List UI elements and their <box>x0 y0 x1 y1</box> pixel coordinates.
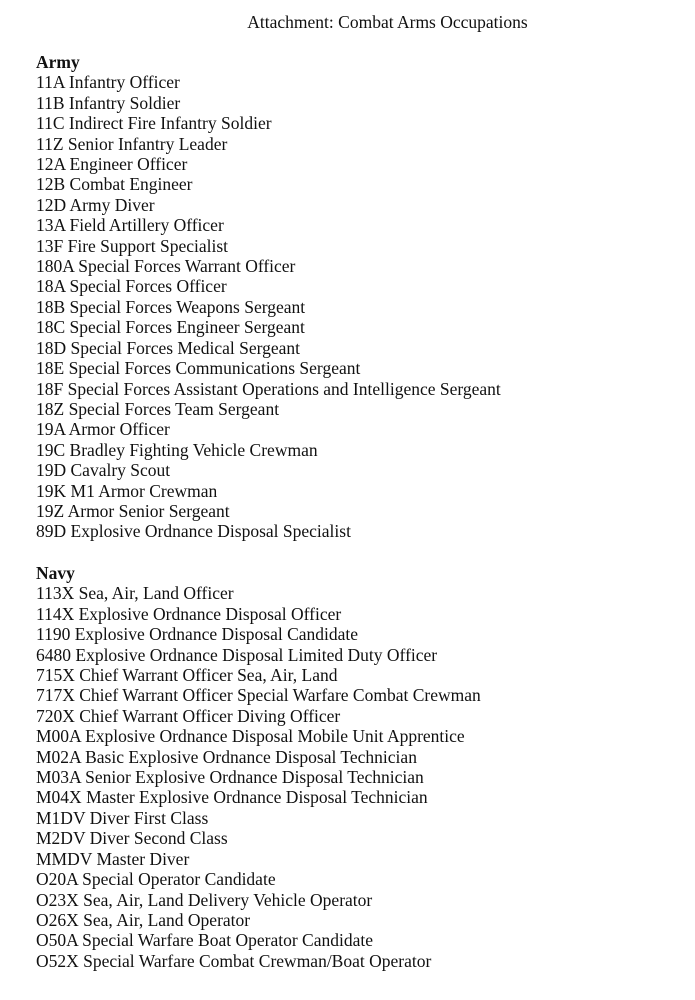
occupation-item: M1DV Diver First Class <box>36 807 209 828</box>
occupation-item: 717X Chief Warrant Officer Special Warfare Combat Crewman <box>36 685 481 706</box>
occupation-item: 11B Infantry Soldier <box>36 92 181 113</box>
occupation-item: 12B Combat Engineer <box>36 174 193 195</box>
occupation-item: 18E Special Forces Communications Sergeant <box>36 358 361 379</box>
occupation-item: 18C Special Forces Engineer Sergeant <box>36 317 305 338</box>
occupation-item: 715X Chief Warrant Officer Sea, Air, Land <box>36 665 338 686</box>
section-heading: Army <box>36 52 80 72</box>
section-navy <box>36 563 481 971</box>
occupation-item: 18F Special Forces Assistant Operations and Intelligence Sergeant <box>36 378 501 399</box>
occupation-item: 19D Cavalry Scout <box>36 460 171 481</box>
occupation-item: 180A Special Forces Warrant Officer <box>36 256 296 277</box>
occupation-item: O50A Special Warfare Boat Operator Candidate <box>36 930 373 951</box>
occupation-item: 19Z Armor Senior Sergeant <box>36 500 230 521</box>
occupation-list <box>36 72 501 541</box>
occupation-list <box>36 583 481 971</box>
occupation-item: 6480 Explosive Ordnance Disposal Limited Duty Officer <box>36 644 438 665</box>
occupation-item: 19A Armor Officer <box>36 419 170 440</box>
occupation-item: M03A Senior Explosive Ordnance Disposal Technician <box>36 767 424 788</box>
occupation-item: O52X Special Warfare Combat Crewman/Boat Operator <box>36 950 432 971</box>
occupation-item: 18D Special Forces Medical Sergeant <box>36 337 301 358</box>
occupation-item: 13F Fire Support Specialist <box>36 235 229 256</box>
occupation-item: 19K M1 Armor Crewman <box>36 480 218 501</box>
occupation-item: MMDV Master Diver <box>36 848 190 869</box>
occupation-item: 114X Explosive Ordnance Disposal Officer <box>36 603 342 624</box>
section-heading: Navy <box>36 563 75 583</box>
occupation-item: 18Z Special Forces Team Sergeant <box>36 398 280 419</box>
occupation-item: M2DV Diver Second Class <box>36 828 228 849</box>
occupation-item: M02A Basic Explosive Ordnance Disposal Technician <box>36 746 417 767</box>
occupation-item: 720X Chief Warrant Officer Diving Officer <box>36 705 341 726</box>
occupation-item: M04X Master Explosive Ordnance Disposal Technician <box>36 787 428 808</box>
occupation-item: 18A Special Forces Officer <box>36 276 227 297</box>
occupation-item: M00A Explosive Ordnance Disposal Mobile Unit Apprentice <box>36 726 465 747</box>
occupation-item: 89D Explosive Ordnance Disposal Specialist <box>36 521 351 542</box>
occupation-item: 11A Infantry Officer <box>36 72 180 93</box>
occupation-item: 18B Special Forces Weapons Sergeant <box>36 296 306 317</box>
occupation-item: 19C Bradley Fighting Vehicle Crewman <box>36 439 318 460</box>
occupation-item: 113X Sea, Air, Land Officer <box>36 583 234 604</box>
occupation-item: 11Z Senior Infantry Leader <box>36 133 228 154</box>
occupation-item: O20A Special Operator Candidate <box>36 869 276 890</box>
occupation-item: 12D Army Diver <box>36 194 155 215</box>
document-title: Attachment: Combat Arms Occupations <box>247 12 528 32</box>
occupation-item: 11C Indirect Fire Infantry Soldier <box>36 113 272 134</box>
occupation-item: O26X Sea, Air, Land Operator <box>36 909 251 930</box>
occupation-item: O23X Sea, Air, Land Delivery Vehicle Operator <box>36 889 373 910</box>
section-army <box>36 52 501 542</box>
occupation-item: 1190 Explosive Ordnance Disposal Candidate <box>36 624 359 645</box>
occupation-item: 13A Field Artillery Officer <box>36 215 224 236</box>
occupation-item: 12A Engineer Officer <box>36 154 188 175</box>
